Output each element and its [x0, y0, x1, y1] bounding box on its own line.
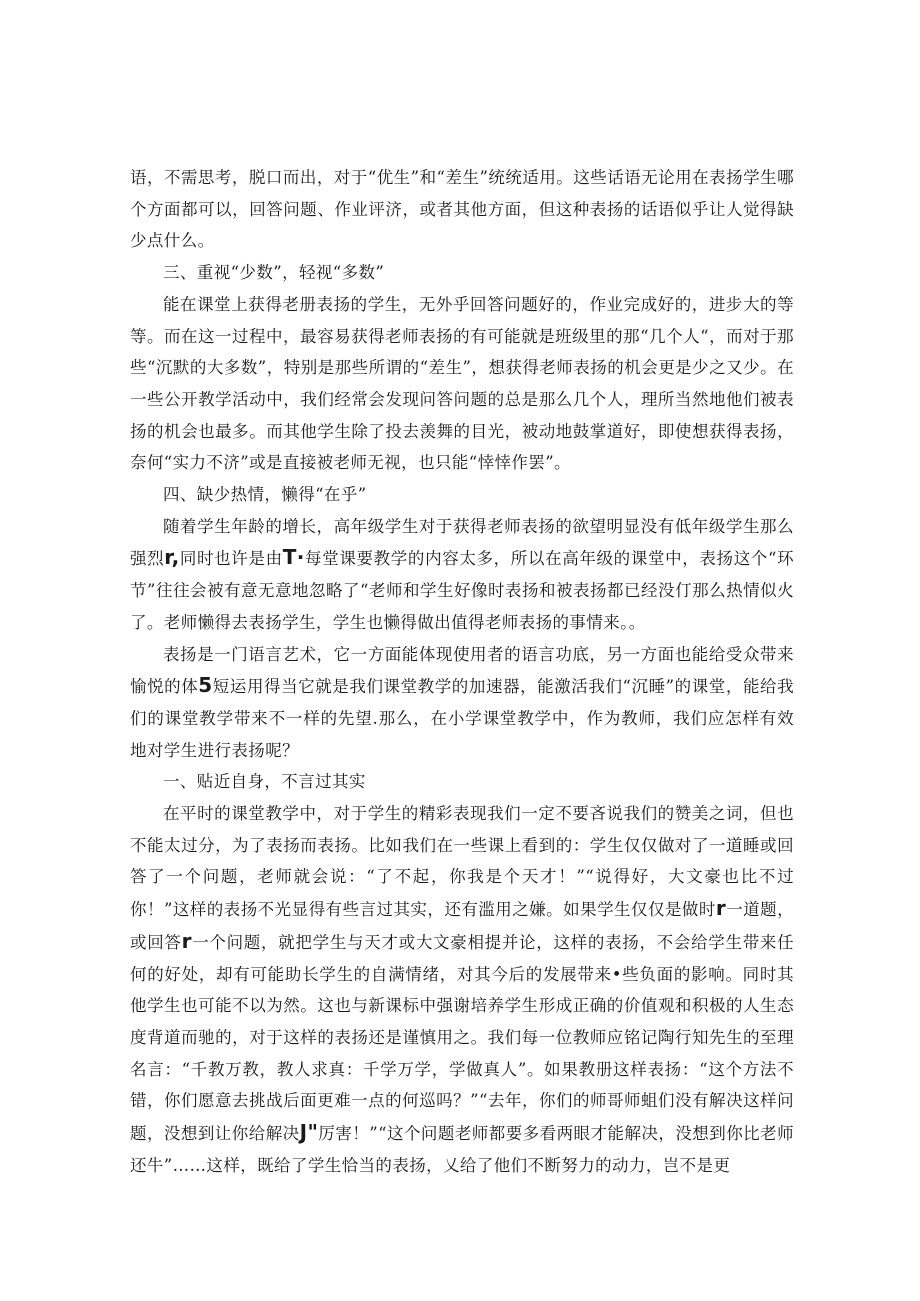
text-run: 表扬是一门语言艺术，它一方面能体现使用者的语言功底，另一方面也能给受众带来愉悦的体	[130, 644, 794, 697]
text-run: 在平时的课堂教学中，对于学生的精彩表现我们一定不要吝说我们的赞美之词，但也不能太过分，为了表扬而表扬。比如我们在一些课上看到的：学生仅仅做对了一道睡或回答了一个问题，老师就会说：“了不起，你我是个天才！”“说得好，大文豪也比不过你！”这样的表扬不光显得有些言过其实，还有滥用之嫌。如果学生仅仅是做时	[130, 804, 794, 920]
paragraph-continued: 语，不需思考，脱口而出，对于“优生”和“差生”统统适用。这些话语无论用在表扬学生哪个方面都可以，回答问题、作业评济，或者其他方面，但这种表扬的话语似乎让人觉得缺少点什么。	[130, 168, 794, 251]
paragraph-language-art	[130, 639, 794, 767]
section-heading-3: 三、重视“少数”，轻视“多数”	[163, 263, 385, 283]
text-run: 一道题，或回答	[130, 900, 795, 952]
paragraph-enthusiasm	[130, 511, 794, 639]
ocr-artifact: r	[181, 928, 192, 953]
text-run: 一个问题，就把学生与天才或大文豪相提并论，这样的表扬，不会给学生带来任何的好处，却有可能助长学生的自满情绪，对其今后的发展带来•些负面的影响。同时其他学生也可能不以为然。这也与新课标中强谢培养学生形成正确的价值观和积极的人生态度背道而驰的，对于这样的表扬还是谨慎用之。我们每一位教师应铭记陶行知先生的至理名言：“千教万教，教人求真：千学万学，学做真人”。如果教册这样表扬：“这个方法不错，你们愿意去挑战后面更难一点的何巡吗？”“去年，你们的师哥师蛆们没有解决这样问题，没想到让你给解决	[130, 932, 795, 1144]
ocr-artifact: r	[715, 896, 727, 921]
document-page	[130, 162, 794, 1182]
ocr-artifact: J"	[299, 1120, 319, 1145]
text-run: 厉害！”“这个问题老师都要多看两眼才能解决，没想到你比老师还牛”……这样，既给了学生恰当的表扬，乂给了他们不断努力的动力，岂不是更	[130, 1124, 794, 1175]
section-heading-4: 四、缺少热情，懒得“在乎”	[163, 485, 367, 505]
text-run: 每堂课要教学的内容太多，所以在高年级的课堂中，表扬这个“环节”往往会被有意无意地忽略了“老师和学生好像时表扬和被表扬都已经没仃那么热情似火了。老师懒得去表扬学生，学生也懒得做出值得老师表扬的事情来。。	[130, 549, 794, 632]
paragraph-minority: 能在课堂上获得老册表扬的学生，无外乎回答问题好的，作业完成好的，进步大的等等。而在这一过程中，最容易获得老师表扬的有可能就是班级里的那“几个人“，而对于那些“沉默的大多数”，特别是那些所谓的“差生”，想获得老师表扬的机会更是少之又少。在一些公开教学活动中，我们经常会发现问答问题的总是那么几个人，理所当然地他们被表扬的机会也最多。而其他学生除了投去羡舞的目光，被动地鼓掌道好，即使想获得表扬，奈何“实力不济”或是直接被老师无视，也只能“悻悻作罢”。	[130, 294, 794, 473]
paragraph-not-exaggerate	[130, 798, 794, 1181]
ocr-artifact: 5	[198, 673, 213, 698]
ocr-artifact: r,	[164, 545, 180, 570]
section-heading-1: 一、贴近自身，不言过其实	[163, 772, 366, 792]
ocr-artifact: T∙	[282, 545, 305, 570]
text-run: 随着学生年龄的增长，高年级学生对于获得老师表扬的欲望明显没有低年级学生那么强烈	[130, 516, 794, 569]
text-run: 同时也许是由	[179, 549, 283, 569]
text-run: 短运用得当它就是我们课堂教学的加速器，能激活我们“沉睡”的课堂，能给我们的课堂教学带来不一样的先望.那么，在小学课堂教学中，作为教师，我们应怎样有效地对学生进行表扬呢？	[130, 677, 794, 760]
